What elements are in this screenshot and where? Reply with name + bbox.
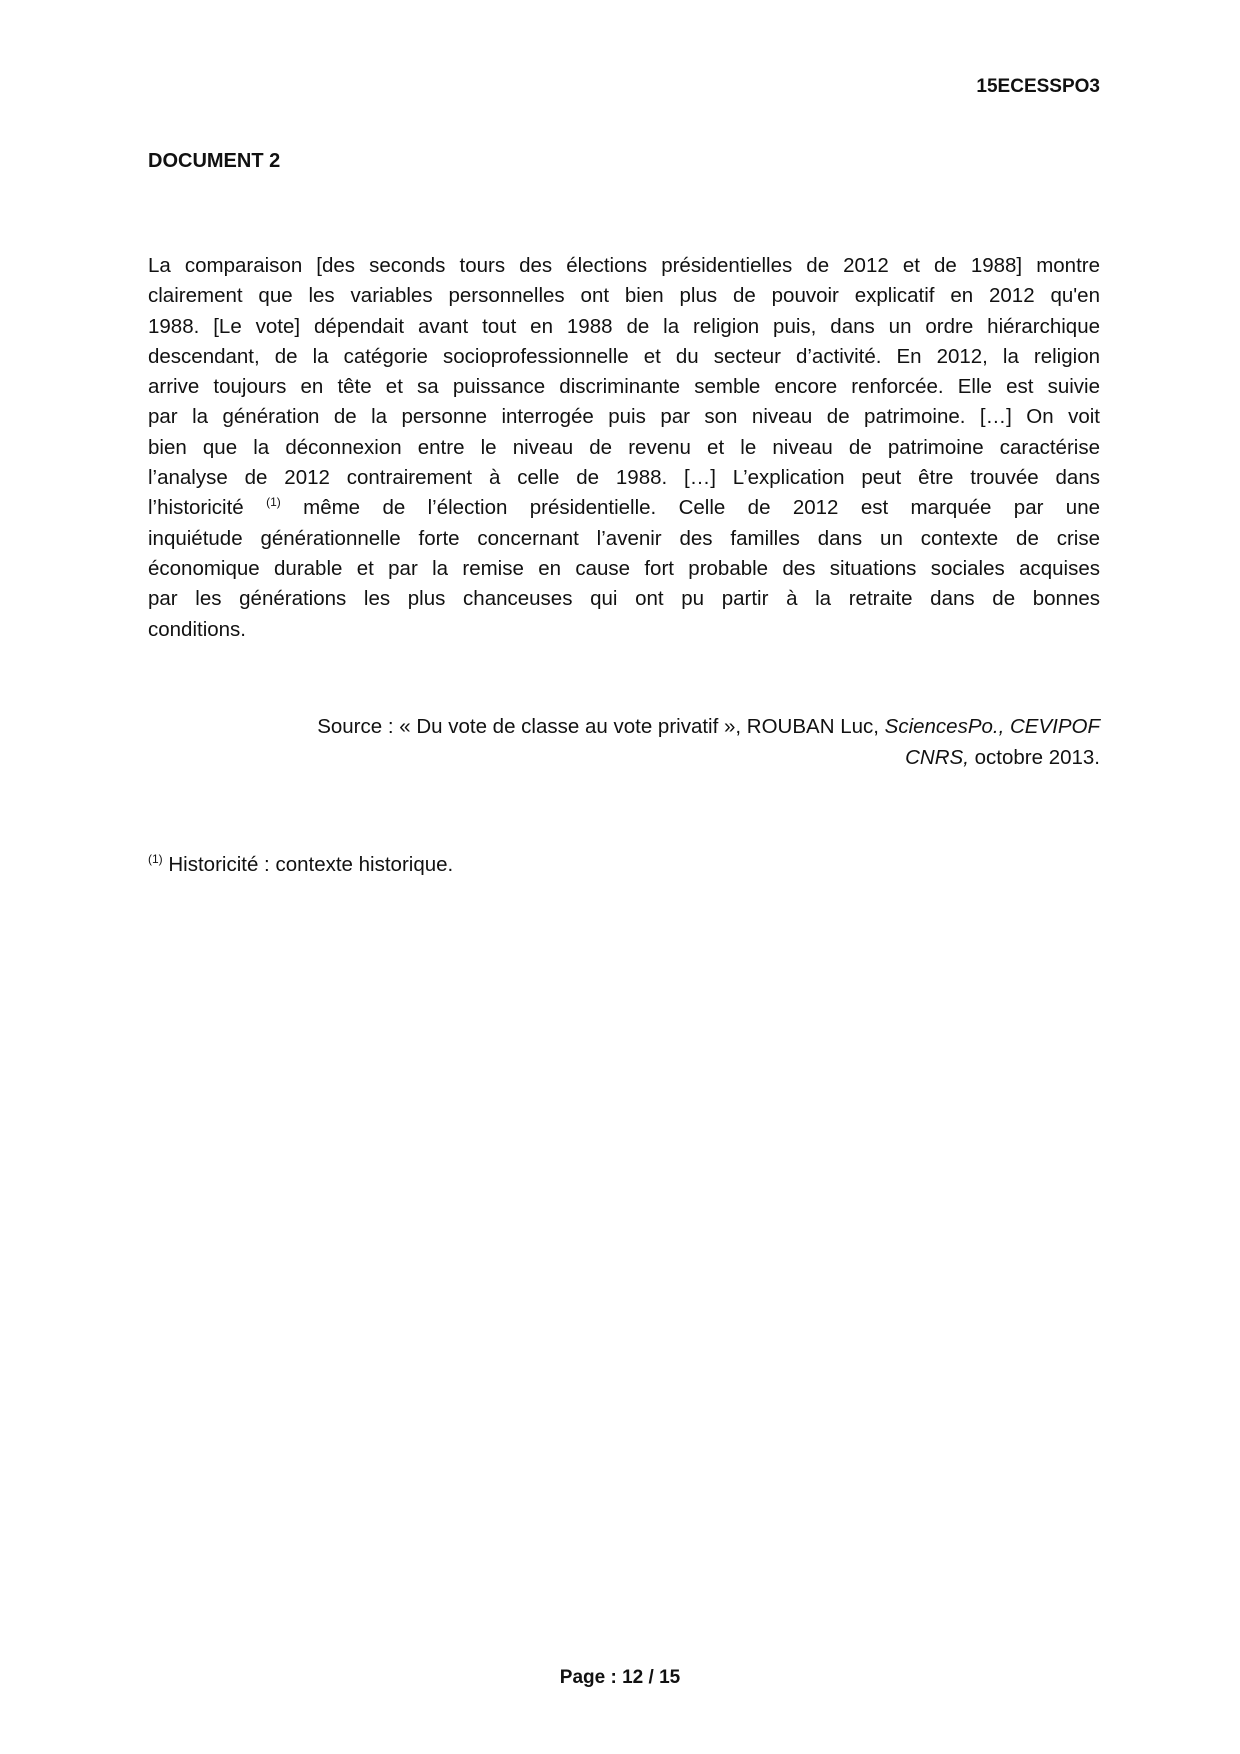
footnote-ref: (1) [266,495,281,510]
paragraph-line: descendant, de la catégorie socioprofessionnelle et du secteur d’activité. En 2012, la religion [148,344,1100,368]
footnote-text: Historicité : contexte historique. [168,853,454,876]
source-publisher: SciencesPo., CEVIPOF [884,715,1100,738]
document-title: DOCUMENT 2 [148,150,281,172]
body-paragraph [148,251,1100,645]
source-publisher-2: CNRS, [905,746,969,769]
paragraph-line: économique durable et par la remise en cause fort probable des situations sociales acquises [148,556,1100,580]
paragraph-line: 1988. [Le vote] dépendait avant tout en 1988 de la religion puis, dans un ordre hiérarchique [148,314,1100,338]
paragraph-line: par la génération de la personne interrogée puis par son niveau de patrimoine. […] On voit [148,405,1100,429]
paragraph-line: inquiétude générationnelle forte concernant l’avenir des familles dans un contexte de crise [148,526,1100,550]
footnote-marker: (1) [148,852,163,866]
paragraph-line: bien que la déconnexion entre le niveau de revenu et le niveau de patrimoine caractérise [148,435,1100,459]
source-prefix: Source : « Du vote de classe au vote privatif », ROUBAN Luc, [317,715,879,738]
source-date: octobre 2013. [974,746,1100,769]
footnote [148,853,453,877]
paragraph-line: par les générations les plus chanceuses qui ont pu partir à la retraite dans de bonnes [148,587,1100,611]
paragraph-line-with-footnote [148,493,1100,523]
text: l’historicité [148,496,244,520]
page-number: Page : 12 / 15 [559,1667,681,1688]
text: même de l’élection présidentielle. Celle de 2012 est marquée par une [303,496,1101,520]
paragraph-line: conditions. [148,617,247,641]
paragraph-line: l’analyse de 2012 contrairement à celle de 1988. […] L’explication peut être trouvée dans [148,466,1100,490]
document-code: 15ECESSPO3 [976,76,1100,97]
paragraph-line: clairement que les variables personnelles ont bien plus de pouvoir explicatif en 2012 qu'en [148,284,1100,308]
source-citation [317,711,1100,773]
paragraph-line: arrive toujours en tête et sa puissance discriminante semble encore renforcée. Elle est suivie [148,375,1100,399]
paragraph-line: La comparaison [des seconds tours des élections présidentielles de 2012 et de 1988] montre [148,254,1100,277]
